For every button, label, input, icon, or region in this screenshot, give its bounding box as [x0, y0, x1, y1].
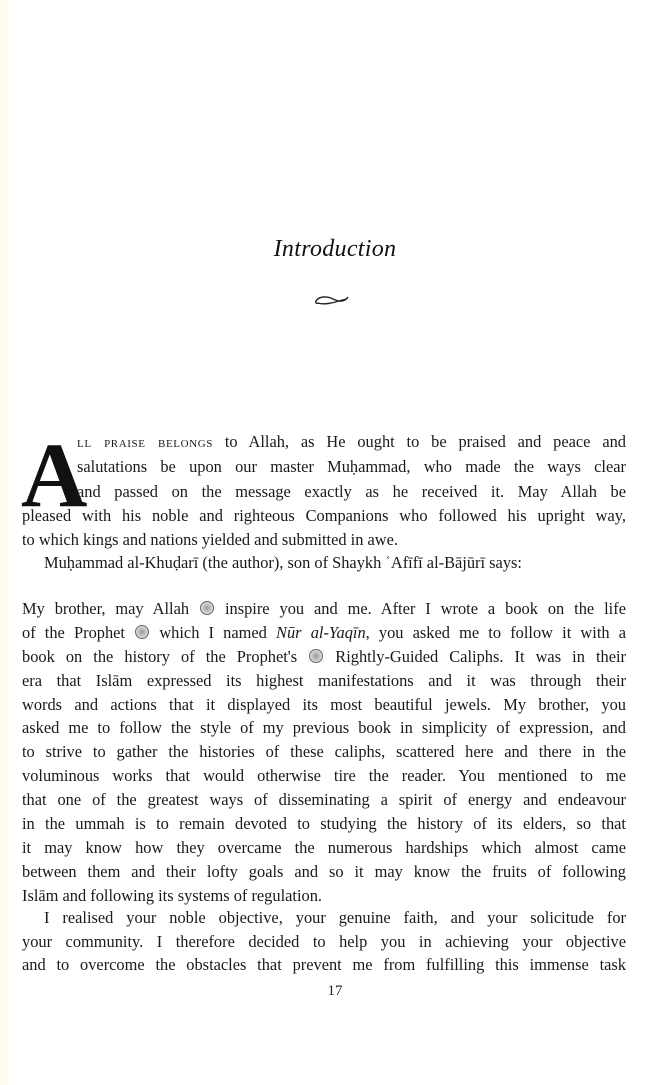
- honorific-mark-icon: [200, 601, 214, 615]
- text-line: in the ummah is to remain devoted to studying the history of its elders, so that: [22, 814, 626, 833]
- page-number: 17: [327, 983, 343, 999]
- scroll-flourish-icon: [313, 292, 351, 306]
- text-line: pleased with his noble and righteous Companions who followed his upright way,: [22, 506, 626, 525]
- text-line: words and actions that it displayed its most beautiful jewels. My brother, you: [22, 695, 626, 714]
- text-line: that one of the greatest ways of disseminating a spirit of energy and endeavour: [22, 790, 626, 809]
- chapter-title: Introduction: [273, 236, 397, 262]
- text-span: which I named: [159, 623, 267, 642]
- text-line: [22, 597, 626, 620]
- honorific-mark-icon: [135, 625, 149, 639]
- text-line: voluminous works that would otherwise tire the reader. You mentioned to me: [22, 766, 626, 785]
- text-line: to which kings and nations yielded and submitted in awe.: [22, 530, 399, 549]
- text-line: to strive to gather the histories of these caliphs, scattered here and there in the: [22, 742, 626, 761]
- text-line: [77, 430, 626, 453]
- text-line: and passed on the message exactly as he received it. May Allah be: [77, 482, 626, 501]
- text-line: salutations be upon our master Muḥammad, who made the ways clear: [77, 457, 626, 476]
- text-line: between them and their lofty goals and so it may know the fruits of following: [22, 862, 626, 881]
- text-span: inspire you and me. After I wrote a book on the life: [224, 599, 626, 618]
- text-line: and to overcome the obstacles that prevent me from fulfilling this immense task: [22, 955, 626, 974]
- text-line: [22, 645, 626, 668]
- text-line: asked me to follow the style of my previous book in simplicity of expression, and: [22, 718, 626, 737]
- author-line: Muḥammad al-Khuḍarī (the author), son of Shaykh ʿAfīfī al-Bājūrī says:: [44, 553, 522, 572]
- text-span: , you asked me to follow it with a: [365, 623, 627, 642]
- text-line: your community. I therefore decided to help you in achieving your objective: [22, 932, 626, 951]
- text-line: I realised your noble objective, your genuine faith, and your solicitude for: [44, 908, 626, 927]
- text-line: [22, 621, 626, 644]
- text-span: book on the history of the Prophet's: [22, 647, 298, 666]
- text-span: of the Prophet: [22, 623, 125, 642]
- text-line: era that Islām expressed its highest manifestations and it was through their: [22, 671, 626, 690]
- drop-cap: A: [21, 424, 88, 526]
- text-span: to Allah, as He ought to be praised and peace and: [212, 432, 626, 451]
- text-line: Islām and following its systems of regulation.: [22, 886, 323, 905]
- honorific-mark-icon: [309, 649, 323, 663]
- page-edge-tint: [0, 0, 14, 1085]
- text-span: My brother, may Allah: [22, 599, 190, 618]
- book-title: Nūr al-Yaqīn: [276, 623, 366, 642]
- text-span: Rightly-Guided Caliphs. It was in their: [335, 647, 626, 666]
- small-caps-lead: ll praise belongs: [77, 432, 213, 451]
- text-line: it may know how they overcame the numerous hardships which almost came: [22, 838, 626, 857]
